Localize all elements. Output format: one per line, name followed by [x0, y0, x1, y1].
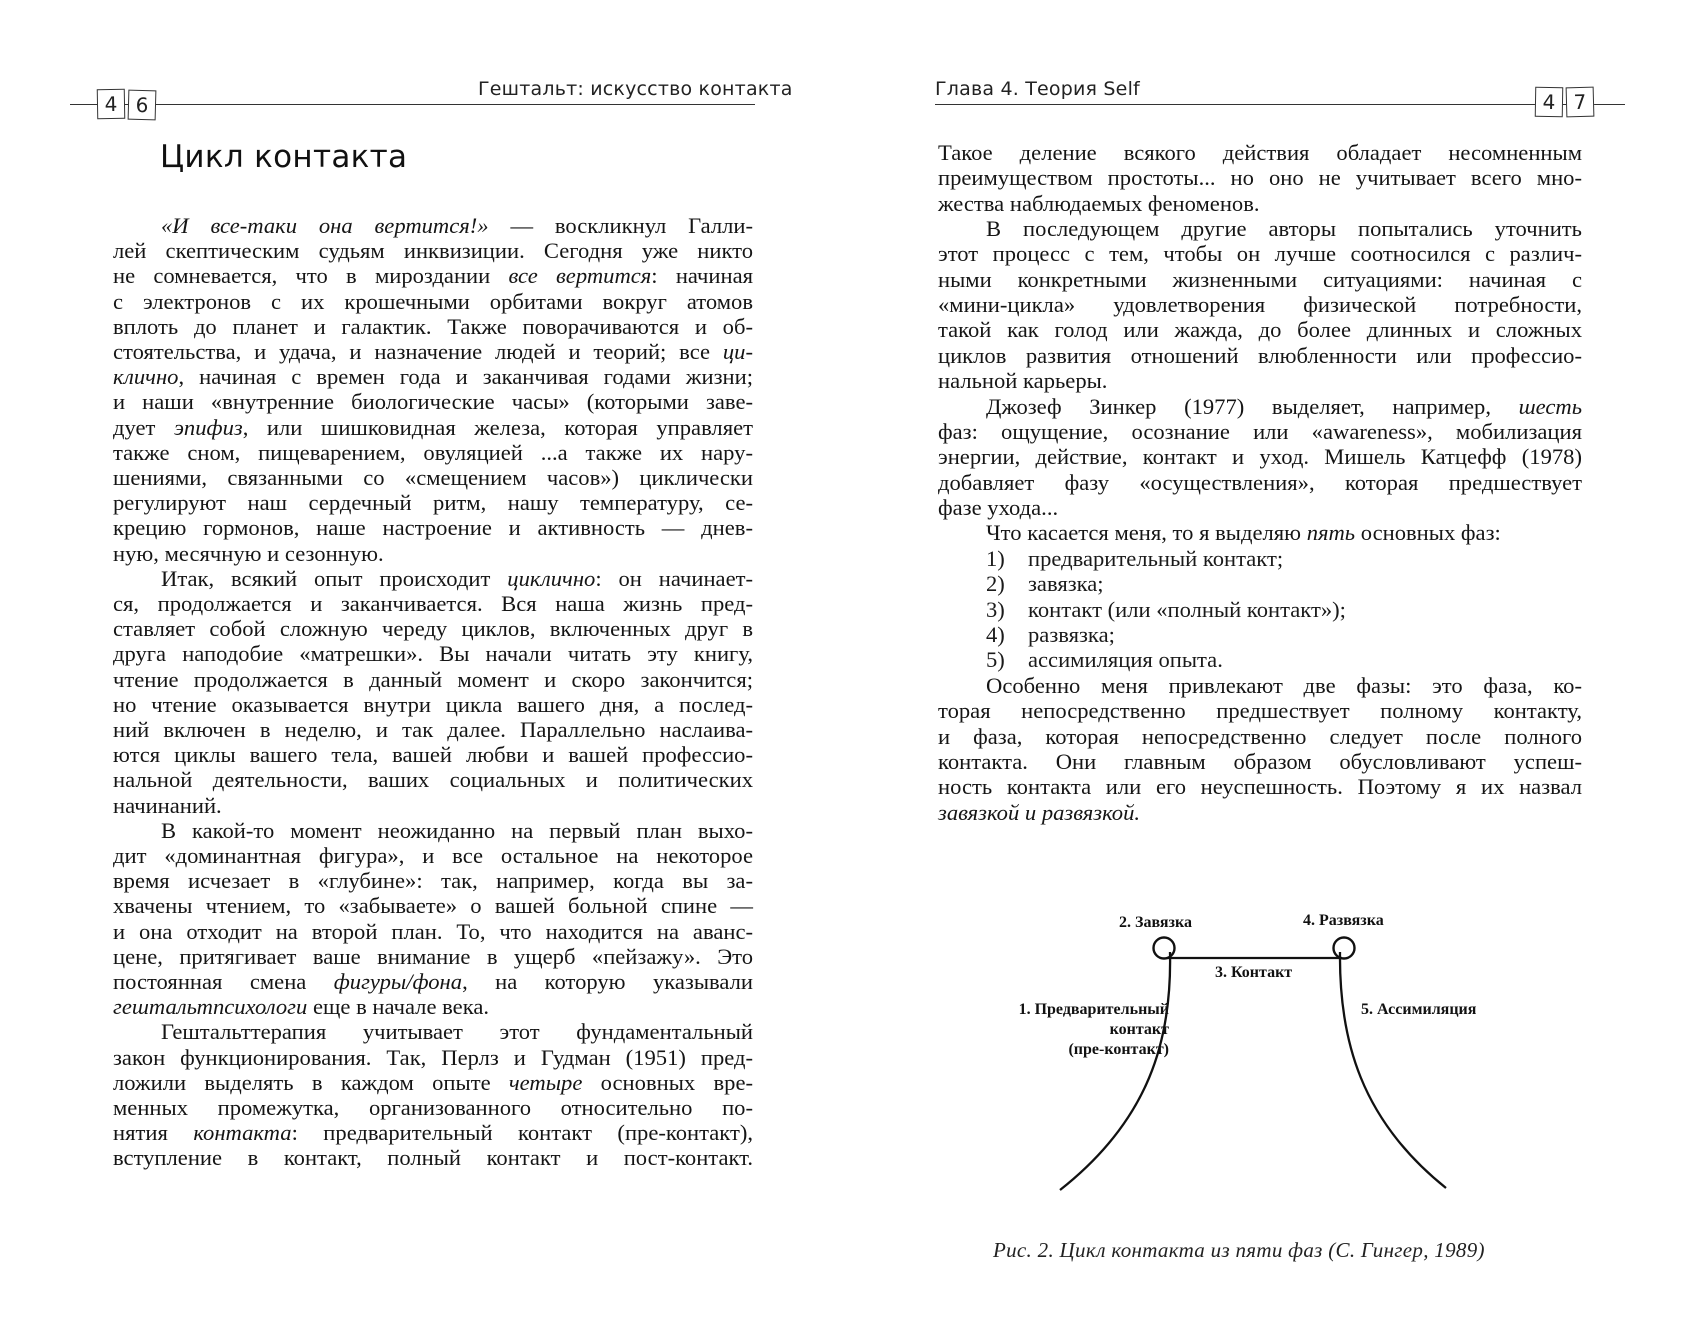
text-line [113, 943, 753, 970]
list-item-text: контакт (или «полный контакт»); [1028, 596, 1346, 622]
text-span: и фаза, которая непосредственно следует после полного [938, 723, 1582, 749]
text-span: ную, месячную и сезонную. [113, 540, 384, 566]
text-line [113, 313, 753, 340]
text-line [113, 1044, 753, 1071]
text-span: нальной деятельности, ваших социальных и политических [113, 767, 753, 793]
text-span: ными конкретными жизненными ситуациями: начиная с [938, 266, 1582, 292]
italic-span: эпифиз [173, 414, 243, 440]
text-line [113, 892, 753, 919]
text-span: : он начинает- [595, 565, 753, 591]
text-span: В последующем другие авторы попытались уточнить [986, 216, 1582, 242]
text-span: Особенно меня привлекают две фазы: это фаза, ко- [986, 673, 1582, 698]
text-span: лей скептическим судьям инквизиции. Сегодня уже никто [113, 238, 753, 264]
text-line [113, 288, 753, 315]
text-span: ность контакта или его неуспешность. Поэтому я их назвал [938, 774, 1582, 800]
figure-label-phase1-line2: контакт [1109, 1021, 1169, 1038]
text-span: время исчезает в «глубине»: так, например, когда вы за- [113, 868, 753, 894]
page-number-digit: 4 [1535, 87, 1564, 117]
italic-span: фигуры/фона [333, 969, 463, 994]
text-span: циклов развития отношений влюбленности или профессио- [938, 342, 1582, 368]
text-span: дит «доминантная фигура», и все остальное на некоторое [113, 843, 753, 868]
list-item-number: 3) [986, 596, 1005, 622]
text-line [161, 817, 753, 844]
text-span: начинаний. [113, 792, 222, 818]
italic-span: циклично [507, 565, 596, 591]
italic-span: все вертится [508, 263, 652, 289]
text-span: цене, притягивает ваше внимание в ущерб «пейзажу». Это [113, 943, 753, 969]
text-line [113, 1094, 753, 1121]
header-rule [70, 104, 755, 105]
text-line [113, 1069, 753, 1096]
italic-span: ци- [722, 339, 753, 364]
text-line [113, 640, 753, 667]
text-span: также сном, пищеварением, овуляцией ...а также их нару- [113, 439, 753, 465]
text-span: , или шишковидная железа, которая управляет [242, 414, 754, 440]
text-span: закон функционирования. Так, Перлз и Гудман (1951) пред- [113, 1044, 753, 1070]
section-title: Цикл контакта [160, 139, 408, 175]
text-span: вступление в контакт, полный контакт и пост-контакт. [113, 1145, 753, 1171]
text-line [113, 388, 753, 415]
text-span: жества наблюдаемых феноменов. [938, 190, 1260, 216]
text-line [113, 414, 753, 441]
text-line [113, 464, 753, 491]
text-span: регулируют наш сердечный ритм, нашу температуру, се- [113, 490, 753, 516]
text-span: постоянная смена [113, 969, 334, 994]
text-line [113, 716, 753, 743]
text-line [161, 1018, 753, 1045]
list-item-text: развязка; [1028, 621, 1115, 647]
text-span: , начиная с времен года и заканчивая годами жизни; [178, 364, 753, 390]
text-span: ся, продолжается и заканчивается. Вся наша жизнь пред- [113, 591, 753, 616]
text-line [113, 439, 753, 466]
figure-label-phase1-line3: (пре-контакт) [1068, 1041, 1169, 1058]
contact-cycle-diagram [849, 0, 1698, 1344]
text-span: нальной карьеры. [938, 368, 1108, 394]
text-span: Итак, всякий опыт происходит [161, 565, 508, 591]
text-span: , на которую указывали [462, 969, 754, 994]
text-span: этот процесс с тем, чтобы он лучше соотносился с различ- [938, 241, 1582, 267]
text-line [113, 237, 753, 264]
text-line [113, 867, 753, 894]
text-span: ложили выделять в каждом опыте [113, 1069, 509, 1095]
text-line [113, 363, 753, 390]
text-span: Гештальттерапия учитывает этот фундаментальный [161, 1019, 753, 1045]
text-line [113, 666, 753, 693]
page-number-digit: 4 [97, 89, 126, 119]
text-line [113, 540, 753, 567]
figure-label-phase1-line1: 1. Предварительный [1018, 1001, 1169, 1018]
text-span: энергии, действие, контакт и уход. Мишель Катцефф (1978) [938, 444, 1582, 470]
text-span: «мини-цикла» удовлетворения физической потребности, [938, 292, 1582, 318]
text-line [113, 514, 753, 541]
text-line [113, 842, 753, 869]
text-span: друга наподобие «матрешки». Вы начали читать эту книгу, [113, 641, 753, 667]
text-line [113, 262, 753, 289]
text-span: но чтение оказывается внутри цикла вашего дня, а послед- [113, 691, 753, 717]
text-span: : начиная [651, 263, 753, 289]
text-line [161, 212, 753, 239]
text-span: : предварительный контакт (пре-контакт), [291, 1120, 754, 1146]
italic-span: завязкой и развязкой. [938, 799, 1141, 825]
text-span: крецию гормонов, наше настроение и активность — днев- [113, 515, 753, 541]
text-span: шениями, связанными со «смещением часов») циклически [113, 465, 753, 490]
italic-span: четыре [508, 1069, 583, 1095]
running-head: Глава 4. Теория Self [935, 78, 1140, 100]
figure-label-phase1 [999, 1000, 1169, 1060]
figure-caption: Рис. 2. Цикл контакта из пяти фаз (С. Гингер, 1989) [993, 1238, 1485, 1262]
italic-span: пять [1306, 520, 1356, 546]
text-span: чтение продолжается в данный момент и скоро закончится; [113, 666, 753, 692]
text-span: В какой-то момент неожиданно на первый план выхо- [161, 817, 753, 843]
italic-span: «И все-таки она вертится!» [161, 213, 489, 238]
figure-label-phase2: 2. Завязка [1119, 914, 1192, 931]
text-span: стоятельства, и удача, и назначение людей и теорий; все [113, 339, 723, 364]
text-span: не сомневается, что в мироздании [113, 263, 509, 289]
right-page [849, 0, 1698, 1344]
list-item-number: 5) [986, 647, 1005, 673]
text-span: такой как голод или жажда, до более длинных и сложных [938, 317, 1582, 343]
text-span: преимуществом простоты... но оно не учитывает всего мно- [938, 165, 1582, 191]
text-span: и она отходит на второй план. То, что находится на аванс- [113, 918, 753, 944]
text-span: основных вре- [582, 1069, 754, 1095]
text-span: фазе ухода... [938, 494, 1059, 520]
text-span: ются циклы вашего тела, вашей любви и вашей профессио- [113, 742, 753, 768]
text-line [113, 741, 753, 768]
text-span: Такое деление всякого действия обладает несомненным [938, 140, 1582, 165]
text-line [113, 489, 753, 516]
text-line [113, 918, 753, 945]
text-line [113, 615, 753, 642]
text-line [113, 766, 753, 793]
list-item-number: 1) [986, 546, 1005, 571]
figure-label-phase4: 4. Развязка [1303, 912, 1384, 929]
text-span: ний включен в неделю, и так далее. Параллельно наслаива- [113, 717, 753, 742]
italic-span: клично [113, 364, 179, 390]
italic-span: гештальтпсихологи [113, 994, 308, 1020]
text-span: добавляет фазу «осуществления», которая предшествует [938, 469, 1582, 495]
text-span: контакта. Они главным образом обусловливают успеш- [938, 748, 1582, 774]
text-span: нятия [113, 1120, 194, 1146]
italic-span: контакта [193, 1120, 292, 1146]
text-span: основных фаз: [1355, 520, 1501, 546]
figure-label-phase3: 3. Контакт [1215, 964, 1293, 981]
page-number-digit: 6 [128, 90, 157, 121]
text-span: хвачены чтением, то «забываете» о вашей больной спине — [113, 893, 753, 919]
list-item-number: 4) [986, 621, 1005, 647]
text-line [113, 968, 753, 995]
text-span: фаз: ощущение, осознание или «awareness», мобилизация [938, 418, 1582, 444]
list-item-text: ассимиляция опыта. [1028, 647, 1223, 673]
text-span: ставляет собой сложную череду циклов, включенных друг в [113, 616, 753, 642]
text-line [113, 792, 753, 819]
text-span: Что касается меня, то я выделяю [986, 520, 1307, 546]
text-span: — воскликнул Галли- [488, 213, 754, 238]
text-span: и наши «внутренние биологические часы» (которыми заве- [113, 389, 753, 415]
list-item-text: предварительный контакт; [1028, 546, 1284, 571]
text-line [113, 993, 753, 1020]
running-head: Гештальт: искусство контакта [478, 78, 793, 100]
text-line [113, 1119, 753, 1146]
text-span: менных промежутка, организованного относительно по- [113, 1095, 753, 1120]
text-line [161, 565, 753, 592]
text-span: Джозеф Зинкер (1977) выделяет, например, [986, 393, 1519, 419]
text-span: вплоть до планет и галактик. Также поворачиваются и об- [113, 313, 753, 339]
list-item-number: 2) [986, 571, 1005, 597]
italic-span: шесть [1518, 393, 1582, 419]
text-line [113, 1144, 753, 1171]
list-item-text: завязка; [1028, 571, 1104, 597]
text-line [113, 338, 753, 365]
text-span: с электронов с их крошечными орбитами вокруг атомов [113, 288, 753, 314]
text-span: еще в начале века. [307, 994, 490, 1020]
figure-label-phase5: 5. Ассимиляция [1361, 1001, 1477, 1018]
text-line [113, 590, 753, 617]
text-span: дует [113, 414, 174, 440]
page-number-digit: 7 [1566, 87, 1595, 118]
text-span: торая непосредственно предшествует полному контакту, [938, 698, 1582, 724]
text-line [113, 691, 753, 718]
